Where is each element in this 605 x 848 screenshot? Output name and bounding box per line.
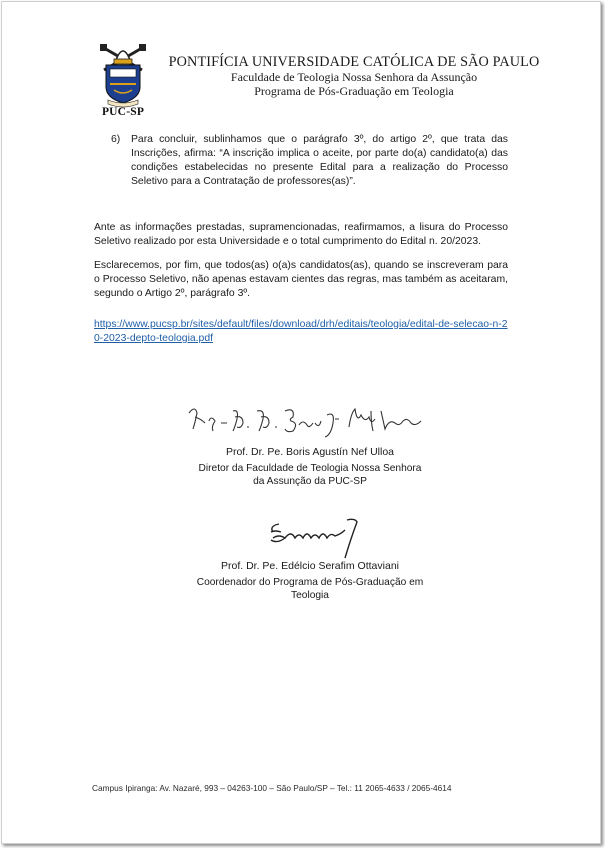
paragraph-conclusion: Ante as informações prestadas, supramencionadas, reafirmamos, a lisura do Processo Seletivo realizado por esta Universidade e o total cumprimento do Edital n. 20/2023. — [94, 222, 508, 247]
signer-role-line-1: Diretor da Faculdade de Teologia Nossa Senhora — [198, 463, 422, 474]
numbered-item-6 — [94, 133, 508, 189]
signer-role-line-1: Coordenador do Programa de Pós-Graduação em — [196, 577, 424, 588]
signer-role-line-2: Teologia — [291, 590, 329, 601]
logo-caption: PUC-SP — [101, 106, 145, 118]
signature-boris-image — [185, 401, 425, 441]
signature-block-coordinator — [180, 560, 440, 602]
signer-name: Prof. Dr. Pe. Edélcio Serafim Ottaviani — [221, 560, 399, 572]
footer-address: Campus Ipiranga: Av. Nazaré, 993 – 04263-100 – São Paulo/SP – Tel.: 11 2065-4633 / 2065-4614 — [92, 783, 452, 793]
edital-link[interactable]: https://www.pucsp.br/sites/default/files/download/drh/editais/teologia/edital-de-selecao-n-20-2023-depto-teologia.pdf — [94, 319, 508, 344]
signature-edelcio-image — [265, 512, 370, 562]
item-number: 6) — [111, 134, 121, 145]
signer-role-line-2: da Assunção da PUC-SP — [253, 476, 367, 487]
signer-name: Prof. Dr. Pe. Boris Agustín Nef Ulloa — [225, 446, 395, 458]
item-text: Para concluir, sublinhamos que o parágrafo 3º, do artigo 2º, que trata das Inscrições, afirma: “A inscrição implica o aceite, por parte do(a) candidato(a) das condições estabelecidas no presente Edital para a realização do Processo Seletivo para a Contratação de professores(as)”. — [131, 134, 508, 187]
paragraph-clarification: Esclarecemos, por fim, que todos(as) o(a)s candidatos(as), quando se inscreveram para o Processo Seletivo, não apenas estavam cientes das regras, mas também as aceitaram, segundo o Artigo 2º, parágrafo 3º. — [94, 260, 508, 299]
letterhead — [96, 40, 566, 122]
institution-name: PONTIFÍCIA UNIVERSIDADE CATÓLICA DE SÃO PAULO — [168, 54, 540, 70]
document-body — [94, 133, 508, 346]
faculty-name: Faculdade de Teologia Nossa Senhora da Assunção — [230, 70, 478, 84]
program-name: Programa de Pós-Graduação em Teologia — [254, 84, 454, 98]
signature-block-director — [180, 446, 440, 488]
institution-block — [164, 54, 544, 98]
